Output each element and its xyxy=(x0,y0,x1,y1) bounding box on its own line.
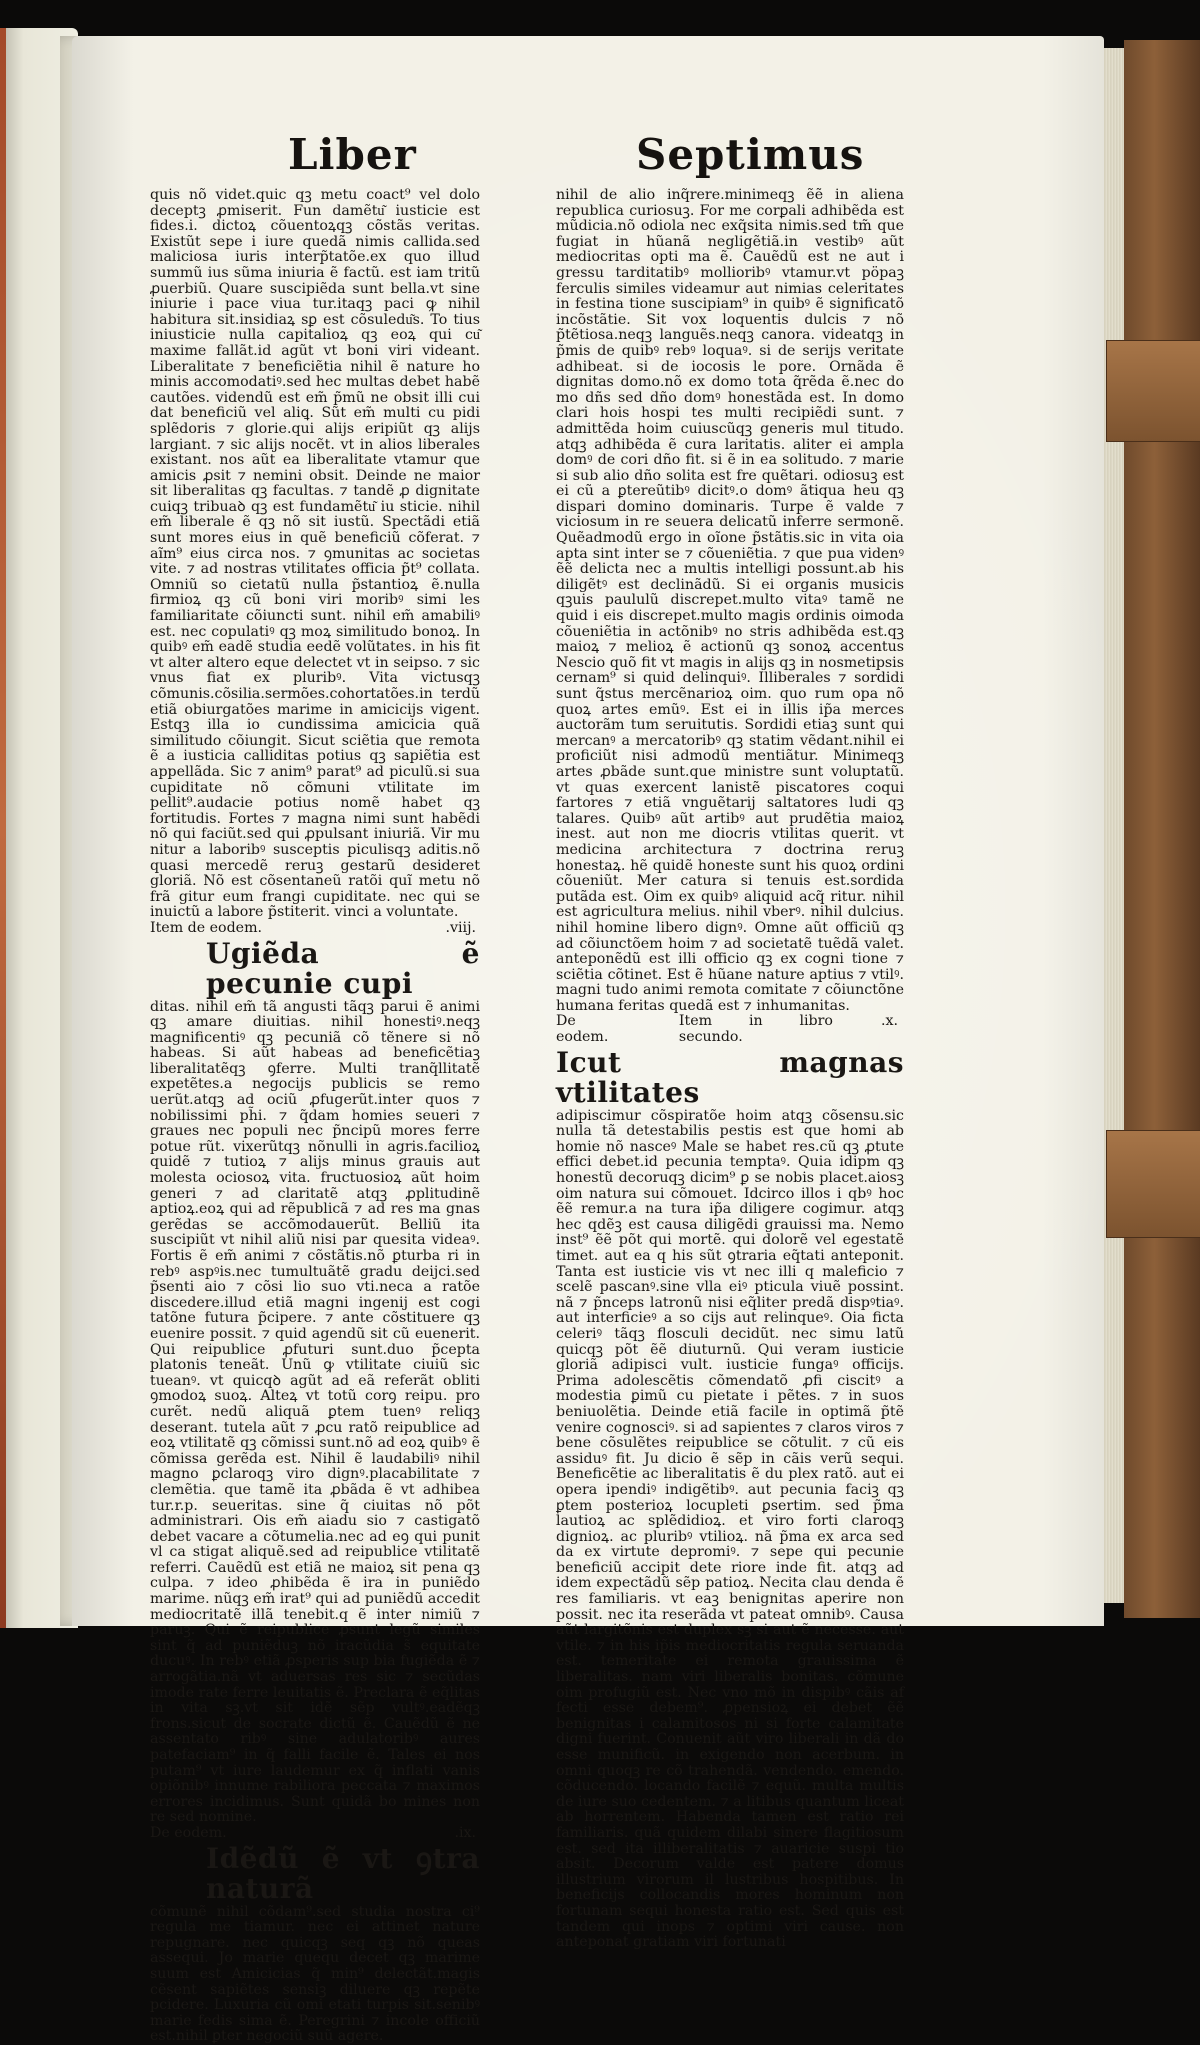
chapter-incipit-2: Idẽdũ ẽ vt ꝯtra naturã xyxy=(206,1841,480,1905)
left-paragraph-3: cõmunẽ nihil cõdam⁹.sed studia nostra ci⁹ regula me tiamur. nec ei attinet nature repugnare. nec quicqꝫ seq qꝫ nõ queas assequi. Jo marie quequ decet qꝫ marime suum est Amicicias q̃ min⁹ delectãt.magis cẽsent sapiẽtes sensiꝫ diluere qꝫ repẽte pcidere. Luxuria cũ omi etati turpis sit.senibꝰ marie fedis sima ẽ. Peregrini ⁊ incole officiũ est.nihil ꝑter negociũ suũ agere. xyxy=(150,1903,480,2045)
rubric-source: Item in libro secundo. xyxy=(678,1013,833,1046)
left-rubric-1 xyxy=(150,921,480,937)
rubric-label: De eodem. xyxy=(150,1824,227,1841)
left-cover-edge xyxy=(0,28,6,1628)
clasp-strap-lower xyxy=(1106,1130,1200,1238)
chapter-number: .x. xyxy=(880,1013,898,1030)
chapter-incipit-1: Ugiẽda ẽ pecunie cupi xyxy=(206,936,480,1000)
right-rubric-1 xyxy=(556,1014,904,1045)
chapter-incipit-3: Icut magnas vtilitates xyxy=(556,1045,904,1109)
chapter-number: .viij. xyxy=(445,919,476,936)
left-rubric-2 xyxy=(150,1826,480,1842)
right-text-column xyxy=(556,188,904,1951)
left-paragraph-1: quis nõ videt.quic qꝫ metu coact⁹ vel dolo deceptꝫ ꝓmiserit. Fun damẽtu͂ iusticie est fides.i. dictoꝝ cõuentoꝝqꝫ cõstãs veritas. Existũt sepe i iure quedã nimis callida.sed maliciosa iuris interp̃tatõe.ex quo illud summũ ius sũma iniuria ẽ factũ. est iam tritũ ꝓuerbiũ. Quare suscipiẽda sunt bella.vt sine iniurie i pace viua tur.itaqꝫ paci ꝙ nihil habitura sit.insidiaꝝ sꝑ est cõsuledu͂s. To tius iniusticie nulla capitalioꝝ qꝫ eoꝝ qui cu͂ maxime fallãt.id agũt vt boni viri videant. Liberalitate ⁊ beneficiẽtia nihil ẽ nature ho minis accomodatiꝰ.sed hec multas debet habẽ cautões. videndũ est em̃ p̃mũ ne obsit illi cui dat beneficiũ vel aliꝗ. Sũt em̃ multi cu pidi splẽdoris ⁊ glorie.qui alijs eripiũt qꝫ alijs largiant. ⁊ sic alijs nocẽt. vt in alios liberales existant. nos aũt ea liberalitate vtamur que amicis ꝓsit ⁊ nemini obsit. Deinde ne maior sit liberalitas qꝫ facultas. ⁊ tandẽ ꝓ dignitate cuiqꝫ tribuaꝺ qꝫ est fundamẽtu͂ iu sticie. nihil em̃ liberale ẽ qꝫ nõ sit iustũ. Spectãdi etiã sunt mores eius in quẽ beneficiũ cõferat. ⁊ aĩm⁹ eius circa nos. ⁊ ꝯmunitas ac societas vite. ⁊ ad nostras vtilitates officia p̃t⁹ collata. Omniũ so cietatũ nulla p̃stantioꝝ ẽ.nulla firmioꝝ qꝫ cũ boni viri moribꝰ simi les familiaritate cõiuncti sunt. nihil em̃ amabiliꝰ est. nec copulatiꝰ qꝫ moꝝ similitudo bonoꝝ. In quibꝰ em̃ eadẽ studia eedẽ volũtates. in his fit vt alter altero eque delectet vt in seipso. ⁊ sic vnus fiat ex pluribꝰ. Vita victusqꝫ cõmunis.cõsilia.sermões.cohortatões.in terdũ etiã obiurgatões marime in amicicijs vigent. Estqꝫ illa io cundissima amicicia quã similitudo cõiungit. Sicut sciẽtia que remota ẽ a iusticia calliditas potius qꝫ sapiẽtia est appellãda. Sic ⁊ anim⁹ parat⁹ ad piculũ.si sua cupiditate nõ cõmuni vtilitate im pellit⁹.audacie potius nomẽ habet qꝫ fortitudis. Fortes ⁊ magna nimi sunt habẽdi nõ qui faciũt.sed qui ꝓpulsant iniuriã. Vir mu nitur a laboribꝰ susceptis piculisqꝫ aditis.nõ quasi mercedẽ reruꝫ gestarũ desideret gloriã. Nõ est cõsentaneũ ratõi quĩ metu nõ frã gitur eum frangi cupiditate. nec qui se inuictũ a labore p̃stiterit. vinci a voluntate. xyxy=(150,187,480,921)
left-text-column xyxy=(150,188,480,2045)
rubric-label: Item de eodem. xyxy=(150,919,263,936)
clasp-strap-upper xyxy=(1106,340,1200,442)
right-paragraph-1: nihil de alio inq̃rere.minimeqꝫ ẽẽ in aliena republica curiosuꝫ. For me corꝑali adhibẽda est mũdicia.nõ odiola nec exq̃sita nimis.sed tm̃ que fugiat in hũanã negligẽtiã.in vestibꝰ aũt mediocritas opti ma ẽ. Cauẽdũ est ne aut i gressu tarditatibꝰ mollioribꝰ vtamur.vt pöpaꝫ ferculis similes videamur aut nimias celeritates in festina tione suscipiam⁹ in quibꝰ ẽ significatõ incõstãtie. Sit vox loquentis dulcis ⁊ nõ p̃tẽtiosa.neqꝫ languẽs.neqꝫ canora. videatqꝫ in p̃mis de quibꝰ rebꝰ loquaꝰ. si de serijs veritate adhibeat. si de iocosis le pore. Ornãda ẽ dignitas domo.nõ ex domo tota q̃rẽda ẽ.nec do mo dñs sed dño domꝰ honestãda est. In domo clari hois hospi tes multi recipiẽdi sunt. ⁊ admittẽda hoim cuiuscũqꝫ generis mul titudo. atqꝫ adhibẽda ẽ cura laritatis. aliter ei ampla domꝰ de cori dño fit. si ẽ in ea solitudo. ⁊ marie si sub alio dño solita est fre quẽtari. odiosuꝫ est ei cũ a ꝑtereũtibꝰ dicitꝰ.o domꝰ ãtiqua heu qꝫ dispari domino dominaris. Turpe ẽ valde ⁊ viciosum in re seuera delicatũ inferre sermonẽ. Quẽadmodũ ergo in oĩone p̃stãtis.sic in vita oia apta sint inter se ⁊ cõueniẽtia. ⁊ que pua videnꝰ ẽẽ delicta nec a multis intelligi possunt.ab his diligẽtꝰ est declinãdũ. Si ei organis musicis qꝫuis paululũ discrepet.multo vitaꝰ tamẽ ne quid i eis discrepet.multo magis ordinis oimoda cõueniẽtia in actõnibꝰ no stris adhibẽda est.qꝫ maioꝝ ⁊ melioꝝ ẽ actionũ qꝫ sonoꝝ accentus Nescio quõ fit vt magis in alijs qꝫ in nosmetipsis cernam⁹ si quid delinquiꝰ. Illiberales ⁊ sordidi sunt q̃stus mercẽnarioꝝ oim. quo rum opa nõ quoꝝ artes emũꝰ. Est ei in illis ip̃a merces auctorãm tum seruitutis. Sordidi etiaꝫ sunt qui mercanꝰ a mercatoribꝰ qꝫ statim vẽdant.nihil ei proficiũt nisi admodũ mentiãtur. Minimeqꝫ artes ꝓbãde sunt.que ministre sunt voluptatũ. vt quas exercent lanistẽ piscatores coqui fartores ⁊ etiã vnguẽtarij saltatores ludi qꝫ talares. Quibꝰ aũt artibꝰ aut prudẽtia maioꝝ inest. aut non me diocris vtilitas querit. vt medicina architectura ⁊ doctrina reruꝫ honestaꝝ. hẽ quidẽ honeste sunt his quoꝝ ordini cõueniũt. Mer catura si tenuis est.sordida putãda est. Oim ex quibꝰ aliquid acq̃ ritur. nihil est agricultura melius. nihil vberꝰ. nihil dulcius. nihil homine libero dignꝰ. Omne aũt officiũ qꝫ ad cõiunctõem hoim ⁊ ad societatẽ tuẽdã valet. anteponẽdũ est illi officio qꝫ ex cogni tione ⁊ sciẽtia cõtinet. Est ẽ hũane nature aptius ⁊ vtilꝰ. magni tudo animi remota comitate ⁊ cõiunctõne humana feritas quedã est ⁊ inhumanitas. xyxy=(556,187,904,1014)
running-head-right: Septimus xyxy=(636,130,865,179)
leather-cover xyxy=(1124,40,1200,1618)
running-head-left: Liber xyxy=(288,130,417,179)
right-paragraph-2: adipiscimur cõspiratõe hoim atqꝫ cõsensu.sic nulla tã detestabilis pestis est que homi ab homie nõ nasceꝰ Male se habet res.cũ qꝫ ꝓtute effici debet.id pecunia temptaꝰ. Quia idipm qꝫ honestũ decoruqꝫ dicim⁹ ꝑ se nobis placet.aiosꝫ oim natura sui cõmouet. Idcirco illos i qbꝰ hoc ẽẽ remur.a na tura ip̃a diligere cogimur. atqꝫ hec qdẽꝫ est causa diligẽdi grauissi ma. Nemo inst⁹ ẽẽ põt qui mortẽ. qui dolorẽ vel egestatẽ timet. aut ea q his sũt ꝯtraria eq̃tati anteponit. Tanta est iusticie vis vt nec illi q maleficio ⁊ scelẽ pascanꝰ.sine vlla eiꝰ pticula viuẽ possint. nã ⁊ p̃nceps latronũ nisi eq̃liter predã dispꝰtiaꝰ. aut interficieꝰ a so cijs aut relinqueꝰ. Oia ficta celeriꝰ tãqꝫ flosculi decidũt. nec simu latũ quicqꝫ põt ẽẽ diuturnũ. Qui veram iusticie gloriã adipisci vult. iusticie fungaꝰ officijs. Prima adolescẽtis cõmendatõ ꝓfi ciscitꝰ a modestia ꝑimũ cu pietate i pẽtes. ⁊ in suos beniuolẽtia. Deinde etiã facile in optimã p̃tẽ venire cognosciꝰ. si ad sapientes ⁊ claros viros ⁊ bene cõsulẽtes reipublice se cõtulit. ⁊ cũ eis assiduꝰ fit. Ju dicio ẽ sẽp in cãis verũ sequi. Beneficẽtie ac liberalitatis ẽ du plex ratõ. aut ei opera ipendiꝰ indigẽtibꝰ. aut pecunia faciꝫ qꝫ ꝑtem posterioꝝ locupleti ꝑsertim. sed p̃ma lautioꝝ ac splẽdidioꝝ. et viro forti claroqꝫ dignioꝝ. ac pluribꝰ vtilioꝝ. nã p̃ma ex arca sed da ex virtute depromiꝰ. ⁊ sepe qui pecunie beneficiũ accipit dete riore inde fit. atqꝫ ad idem expectãdũ sẽp patioꝝ. Necita clau denda ẽ res familiaris. vt eaꝫ benignitas aperire non possit. nec ita reserãda vt pateat omnibꝰ. Causa aũt largitõnis est duplex sꝫ si aut ẽ necesse. aut vtile. ⁊ in his ip̃is mediocritatis regula seruanda est. temeritate ei remota grauissima ẽ liberalitas. nam viri liberalis bonitas. cõmune oim profugiũ est. Nec vno mõ in dispibꝰ cãis af fecti esse debem⁹. ꝓpensioꝝ ei debet ẽẽ benignitas i calamitosos ni si forte calamitate digni fuerint. Conuenit aũt viro liberali in dã do esse munificũ. in exigendo non acerbum. in omni quoqꝫ re cõ trahendã. vendendo. emendo. cõducendo. locando facilẽ ⁊ equũ. multa multis de iure suo cedentem. ⁊ a litibus quantum liceat ab horrentem. Habenda tamen est ratio rei familiaris. quã quidem dilabi sinere flagitiosum est. sed ita illiberalitatis ⁊ auaricie suspi tio absit. Decorum valde est patere domus illustrium virorum il lustribus hospitibus. In beneficijs collocandis mores hominum non fortunam sequi honesta ratio est. Sed quis est tandem qui inops ⁊ optimi viri cause. non anteponat gratiam viri fortunati xyxy=(556,1107,904,1951)
rubric-label: De eodem. xyxy=(556,1013,609,1046)
left-paragraph-2: ditas. nihil em̃ tã angusti tãqꝫ parui ẽ animi qꝫ amare diuitias. nihil honestiꝰ.neqꝫ magnificentiꝰ qꝫ pecuniã cõ tẽnere si nõ habeas. Si aũt habeas ad beneficẽtiaꝫ liberalitatẽqꝫ ꝯferre. Multi tranq̃llitatẽ expetẽtes.a negocijs publicis se remo uerũt.atqꝫ ad ociũ ꝓfugerũt.inter quos ⁊ nobilissimi ph̃i. ⁊ q̃dam homies seueri ⁊ graues nec populi nec p̃ncipũ mores ferre potue rũt. vixerũtqꝫ nõnulli in agris.facilioꝝ quidẽ ⁊ tutioꝝ ⁊ alijs minus grauis aut molesta ociosoꝝ vita. fructuosioꝝ aũt hoim generi ⁊ ad claritatẽ atqꝫ ꝓplitudinẽ aptioꝝ.eoꝝ qui ad rẽpublicã ⁊ ad res ma gnas gerẽdas se accõmodauerũt. Belliũ ita suscipiũt vt nihil aliũ nisi par quesita videaꝰ. Fortis ẽ em̃ animi ⁊ cõstãtis.nõ ꝑturba ri in rebꝰ aspꝰis.nec tumultuãtẽ gradu deijci.sed p̃senti aio ⁊ cõsi lio suo vti.neca a ratõe discedere.illud etiã magni ingenij est cogi tatõne futura p̃cipere. ⁊ ante cõstituere qꝫ euenire possit. ⁊ quid agendũ sit cũ euenerit. Qui reipublice ꝓfuturi sunt.duo p̃cepta platonis teneãt. Unũ ꝙ vtilitate ciuiũ sic tueanꝰ. vt quicqꝺ agũt ad eã referãt obliti ꝯmodoꝝ suoꝝ. Alteꝝ vt totũ corꝯ reipu. pro curẽt. nedũ aliquã ꝑtem tuenꝰ reliqꝫ deserant. tutela aũt ⁊ ꝓcu ratõ reipublice ad eoꝝ vtilitatẽ qꝫ cõmissi sunt.nõ ad eoꝝ quibꝰ ẽ cõmissa gerẽda est. Nihil ẽ laudabiliꝰ nihil magno ꝑclaroqꝫ viro dignꝰ.placabilitate ⁊ clemẽtia. que tamẽ ita ꝓbãda ẽ vt adhibea tur.r.p. seueritas. sine q̃ ciuitas nõ põt administrari. Ois em̃ aiadu sio ⁊ castigatõ debet vacare a cõtumelia.nec ad eꝯ qui punit vl ca stigat aliquẽ.sed ad reipublice vtilitatẽ referri. Cauẽdũ est etiã ne maioꝝ sit pena qꝫ culpa. ⁊ ideo ꝓhibẽda ẽ ira in puniẽdo marime. nũqꝫ em̃ irat⁹ qui ad puniẽdũ accedit mediocritatẽ illã tenebit.q ẽ inter nimiũ ⁊ paruꝫ. Qui ẽ reipublice ꝓsunt legũ similes sint q̃ ad puniẽduꝫ nõ iracũdia s̃ equitate ducuꝰ. In rebꝰ etiã ꝓsperis sup bia fugiẽda ẽ ⁊ arrogãtia.nã vt aduersas res sic ⁊ secũdas imode rate ferre leuitatis ẽ. Preclara ẽ eq̃litas in vita sꝫ.vt sit idẽ sẽp vultꝰ.eadẽqꝫ frons.sicut de socrate dictũ ẽ. Cauẽdũ ẽ ne assentato ribꝰ sine adulatoribꝰ aures patefaciam⁹ in q̃ falli facile ẽ. Tales ei nos putam⁹ vt iure laudemur ex q̃ inflati vanis opiõnibꝰ innume rabiliora peccata ⁊ maximos errores incidimus. Sunt quidã bo mines non re sed nomine. xyxy=(150,998,480,1826)
chapter-number: .ix. xyxy=(454,1824,476,1841)
